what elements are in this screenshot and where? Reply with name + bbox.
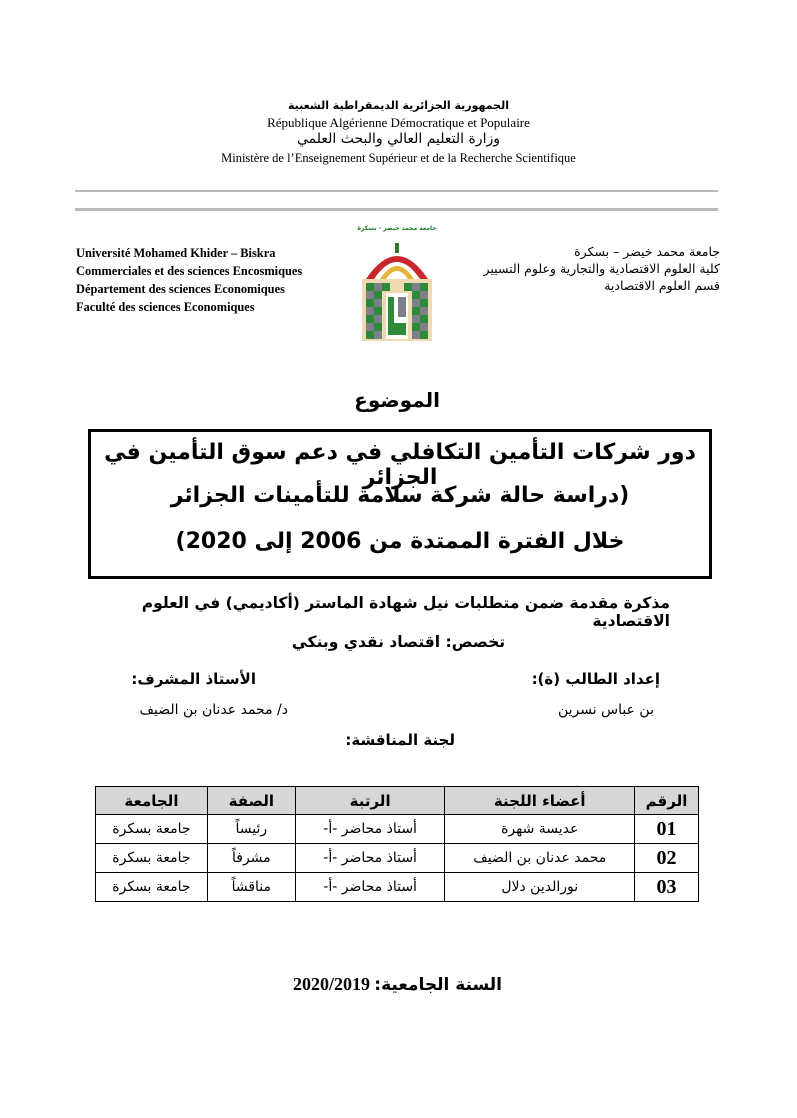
specialty-line: تخصص: اقتصاد نقدي وبنكي: [291, 633, 506, 651]
table-header-row: [96, 787, 699, 815]
university-ar-line: كلية العلوم الاقتصادية والتجارية وعلوم التسيير: [483, 261, 720, 276]
header-role: الصفة: [207, 787, 295, 815]
jury-table: [95, 786, 699, 902]
university-logo: [354, 225, 440, 345]
student-label: إعداد الطالب (ة):: [531, 670, 660, 688]
cell-university: جامعة بسكرة: [96, 844, 208, 873]
university-emblem-icon: [354, 235, 440, 347]
table-row: [96, 873, 699, 902]
republic-fr: République Algérienne Démocratique et Populaire: [267, 115, 530, 130]
cell-member: عديسة شهرة: [445, 815, 635, 844]
university-fr-line: Département des sciences Economiques: [76, 282, 285, 296]
cell-rank: أستاذ محاضر -أ-: [295, 873, 445, 902]
subject-label: الموضوع: [354, 388, 440, 412]
university-ar-line: قسم العلوم الاقتصادية: [604, 278, 720, 293]
header-number: الرقم: [635, 787, 699, 815]
header-university: الجامعة: [96, 787, 208, 815]
header-member: أعضاء اللجنة: [445, 787, 635, 815]
ministry-fr: Ministère de l’Enseignement Supérieur et de la Recherche Scientifique: [221, 151, 576, 165]
cell-member: محمد عدنان بن الضيف: [445, 844, 635, 873]
university-ar-line: جامعة محمد خيضر – بسكرة: [574, 244, 720, 259]
table-row: [96, 844, 699, 873]
cell-role: مشرفاً: [207, 844, 295, 873]
title-line-1: دور شركات التأمين التكافلي في دعم سوق التأمين في الجزائر: [104, 440, 696, 490]
title-line-3: خلال الفترة الممتدة من 2006 إلى 2020): [175, 529, 625, 554]
table-row: [96, 815, 699, 844]
cell-member: نورالدين دلال: [445, 873, 635, 902]
title-line-2: (دراسة حالة شركة سلامة للتأمينات الجزائر: [170, 483, 630, 508]
divider-bottom: [75, 208, 718, 211]
university-fr-block: [76, 244, 376, 316]
republic-ar: الجمهورية الجزائرية الديمقراطية الشعبية: [288, 99, 509, 112]
academic-year: [250, 974, 502, 995]
cell-number: 03: [635, 873, 699, 902]
cell-role: رئيساً: [207, 815, 295, 844]
cell-number: 01: [635, 815, 699, 844]
divider-top: [75, 190, 718, 192]
cell-role: مناقشاً: [207, 873, 295, 902]
academic-year-label: السنة الجامعية:: [374, 975, 502, 995]
header-rank: الرتبة: [295, 787, 445, 815]
cell-rank: أستاذ محاضر -أ-: [295, 844, 445, 873]
ministry-ar: وزارة التعليم العالي والبحث العلمي: [297, 131, 500, 147]
logo-caption: جامعة محمد خيضر - بسكرة: [357, 225, 437, 232]
memo-line: مذكرة مقدمة ضمن متطلبات نيل شهادة الماستر (أكاديمي) في العلوم الاقتصادية: [141, 594, 670, 630]
cell-university: جامعة بسكرة: [96, 873, 208, 902]
committee-label: لجنة المناقشة:: [345, 731, 455, 749]
supervisor-label: الأستاذ المشرف:: [131, 670, 256, 688]
cell-university: جامعة بسكرة: [96, 815, 208, 844]
supervisor-name: د/ محمد عدنان بن الضيف: [139, 702, 288, 718]
university-fr-line: Commerciales et des sciences Encosmiques: [76, 264, 303, 278]
thesis-title-box: [88, 429, 712, 579]
student-name: بن عباس نسرين: [557, 702, 654, 718]
cell-rank: أستاذ محاضر -أ-: [295, 815, 445, 844]
university-fr-line: Université Mohamed Khider – Biskra: [76, 246, 276, 260]
academic-year-value: 2020/2019: [293, 974, 371, 994]
university-fr-line: Faculté des sciences Economiques: [76, 300, 255, 314]
cell-number: 02: [635, 844, 699, 873]
university-ar-block: [440, 243, 720, 294]
